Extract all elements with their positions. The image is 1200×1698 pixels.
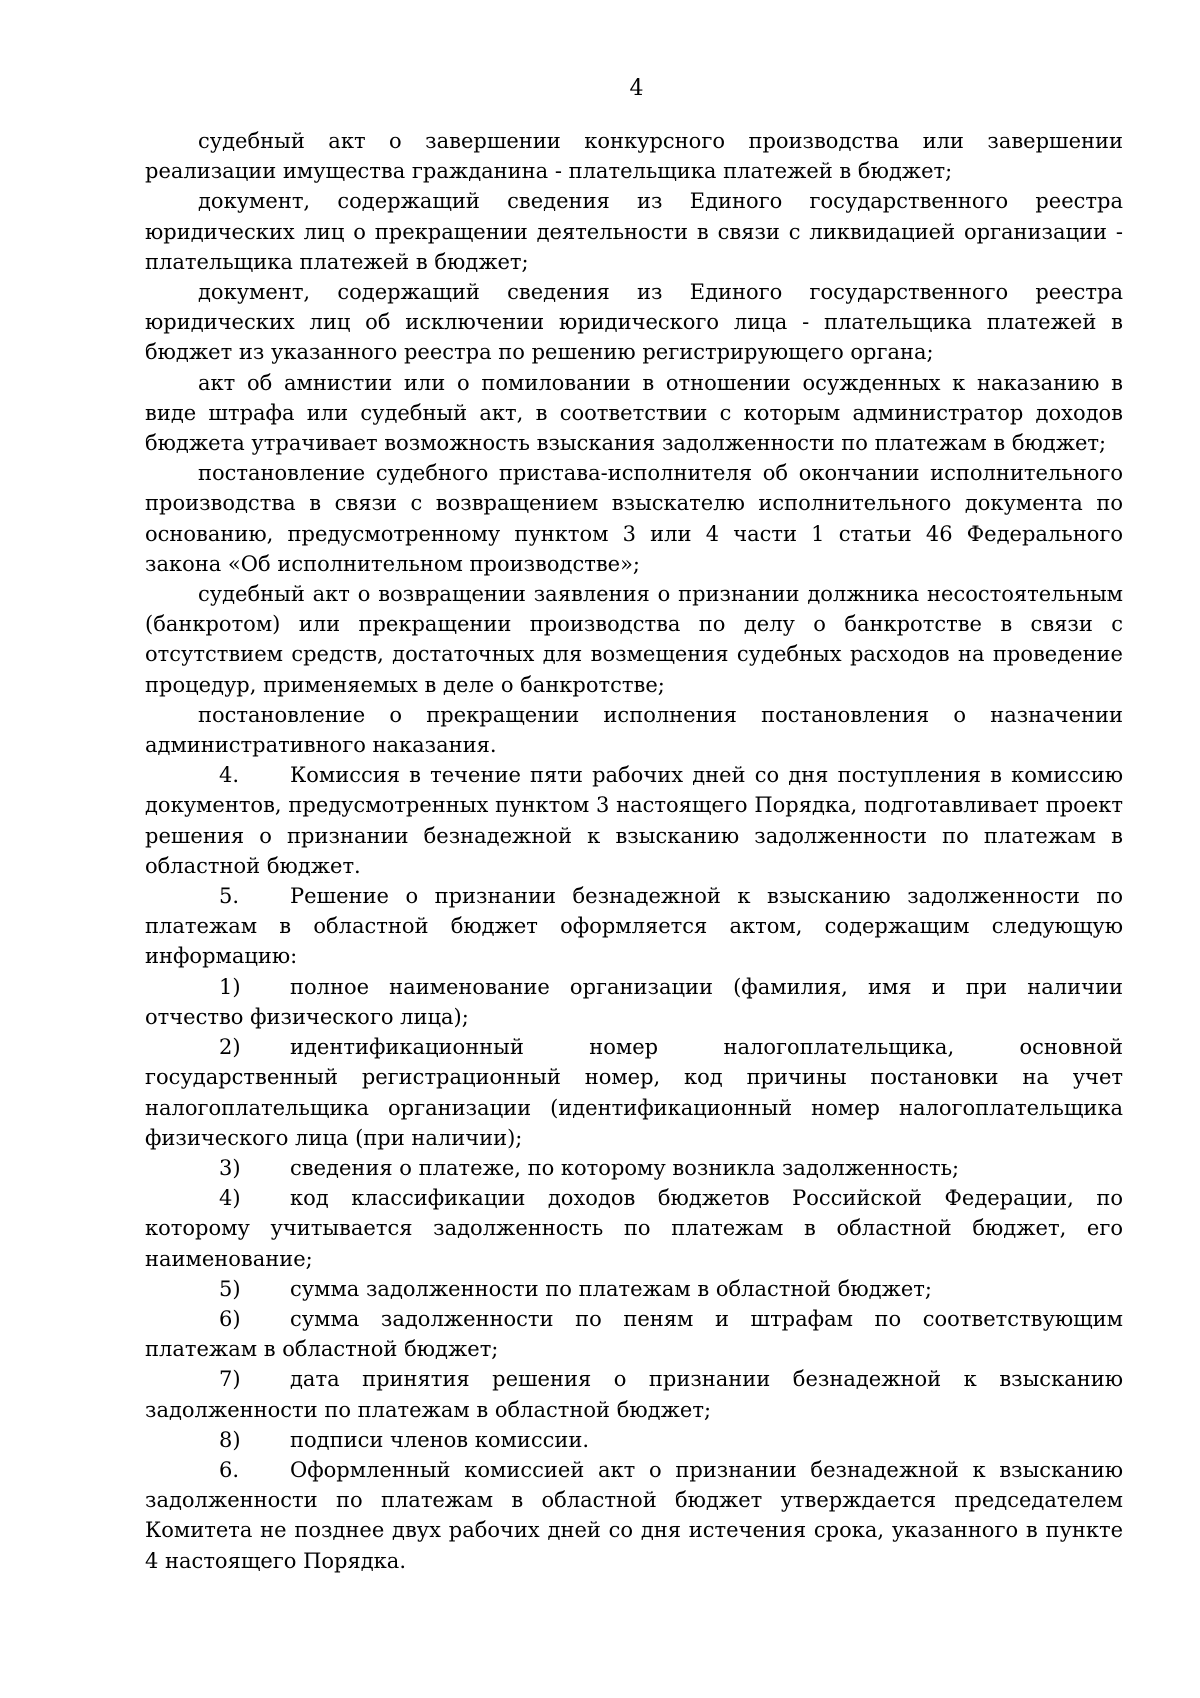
item-number: 5) [219, 1276, 241, 1301]
list-item-2 [145, 1032, 1123, 1153]
list-item-5 [145, 1274, 1123, 1304]
item-number: 6) [219, 1306, 241, 1331]
paragraph-bailiff-resolution: постановление судебного пристава-исполнителя об окончании исполнительного производства в связи с возвращением взыскателю исполнительного документа по основанию, предусмотренному пунктом 3 или 4 части 1 статьи 46 Федерального закона «Об исполнительном производстве»; [145, 461, 1123, 576]
item-text: сумма задолженности по пеням и штрафам по соответствующим платежам в областной бюджет; [145, 1306, 1123, 1362]
section-number: 4. [219, 763, 240, 788]
item-number: 7) [219, 1367, 241, 1392]
paragraph-egrul-liquidation: документ, содержащий сведения из Единого государственного реестра юридических лиц о прекращении деятельности в связи с ликвидацией организации - плательщика платежей в бюджет; [145, 189, 1123, 274]
section-number: 5. [219, 884, 240, 909]
paragraph-termination-resolution: постановление о прекращении исполнения постановления о назначении административного наказания. [145, 702, 1123, 758]
list-item-6 [145, 1304, 1123, 1364]
item-text: идентификационный номер налогоплательщика, основной государственный регистрационный номер, код причины постановки на учет налогоплательщика организации (идентификационный номер налогоплательщика физического лица (при наличии); [145, 1035, 1123, 1150]
list-item-3 [145, 1153, 1123, 1183]
paragraph-court-act-completion: судебный акт о завершении конкурсного производства или завершении реализации имущества гражданина - плательщика платежей в бюджет; [145, 129, 1123, 184]
section-4 [145, 760, 1123, 881]
paragraph-bankruptcy-court-act: судебный акт о возвращении заявления о признании должника несостоятельным (банкротом) или прекращении производства по делу о банкротстве в связи с отсутствием средств, достаточных для возмещения судебных расходов на проведение процедур, применяемых в деле о банкротстве; [145, 582, 1123, 697]
item-text: полное наименование организации (фамилия, имя и при наличии отчество физического лица); [145, 974, 1123, 1029]
list-item-1 [145, 972, 1123, 1032]
item-number: 1) [219, 974, 241, 999]
item-number: 3) [219, 1155, 241, 1180]
section-text: Оформленный комиссией акт о признании безнадежной к взысканию задолженности по платежам в областной бюджет утверждается председателем Комитета не позднее двух рабочих дней со дня истечения срока, указанного в пункте 4 настоящего Порядка. [145, 1457, 1123, 1573]
list-item-8 [145, 1425, 1123, 1455]
page-number: 4 [629, 76, 644, 101]
document-body [145, 126, 1123, 1576]
item-number: 4) [219, 1186, 241, 1211]
section-number: 6. [219, 1457, 240, 1482]
item-text: код классификации доходов бюджетов Российской Федерации, по которому учитывается задолженность по платежам в областной бюджет, его наименование; [145, 1186, 1123, 1271]
item-text: сведения о платеже, по которому возникла задолженность; [290, 1155, 960, 1180]
list-item-7 [145, 1364, 1123, 1424]
item-text: подписи членов комиссии. [290, 1427, 590, 1452]
section-text: Решение о признании безнадежной к взысканию задолженности по платежам в областной бюджет оформляется актом, содержащим следующую информацию: [145, 884, 1123, 969]
paragraph-egrul-exclusion: документ, содержащий сведения из Единого государственного реестра юридических лиц об исключении юридического лица - плательщика платежей в бюджет из указанного реестра по решению регистрирующего органа; [145, 280, 1123, 365]
section-5 [145, 881, 1123, 972]
section-text: Комиссия в течение пяти рабочих дней со дня поступления в комиссию документов, предусмотренных пунктом 3 настоящего Порядка, подготавливает проект решения о признании безнадежной к взысканию задолженности по платежам в областной бюджет. [145, 763, 1123, 878]
item-text: сумма задолженности по платежам в областной бюджет; [290, 1276, 932, 1301]
list-item-4 [145, 1183, 1123, 1274]
item-text: дата принятия решения о признании безнадежной к взысканию задолженности по платежам в областной бюджет; [145, 1367, 1123, 1422]
paragraph-amnesty-act: акт об амнистии или о помиловании в отношении осужденных к наказанию в виде штрафа или судебный акт, в соответствии с которым администратор доходов бюджета утрачивает возможность взыскания задолженности по платежам в бюджет; [145, 370, 1123, 456]
item-number: 2) [219, 1035, 241, 1060]
section-6 [145, 1455, 1123, 1576]
item-number: 8) [219, 1427, 241, 1452]
